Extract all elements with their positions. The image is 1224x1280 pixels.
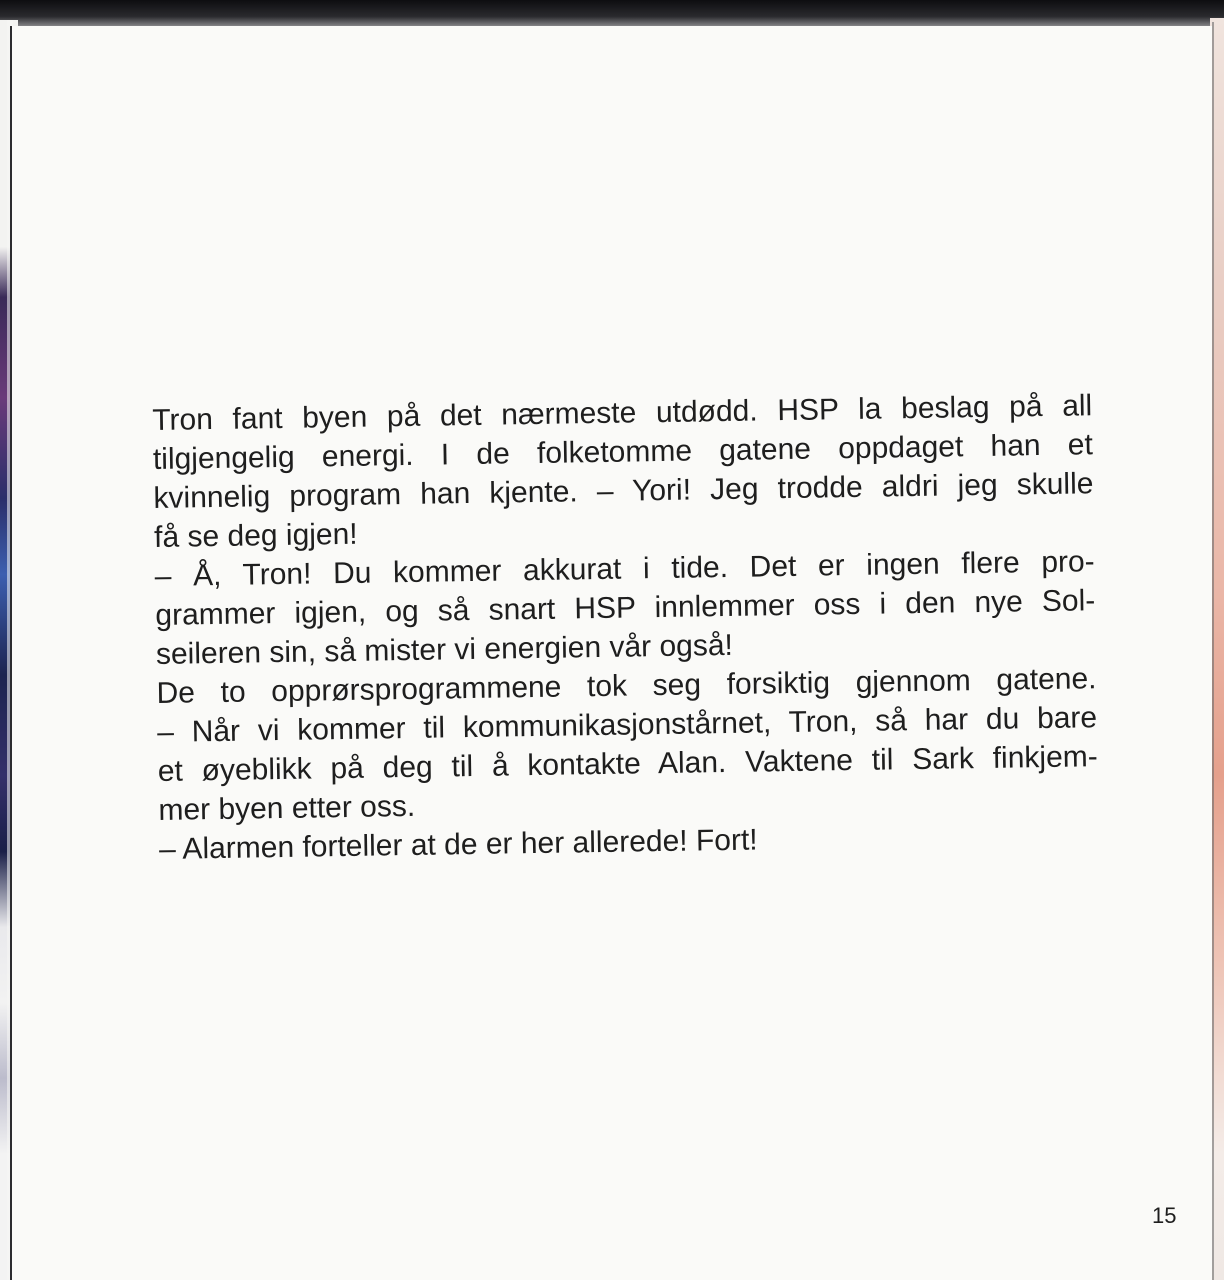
text-line: få se deg igjen! [153, 517, 358, 554]
page-sheet [10, 26, 1212, 1280]
story-paragraph [152, 386, 1099, 869]
text-line: mer byen etter oss. [158, 789, 416, 827]
text-line: – Når vi kommer til kommunikasjonstårnet, Tron, så har du bare [156, 701, 1098, 749]
text-line: et øyeblikk på deg til å kontakte Alan. Vaktene til Sark finkjem- [157, 740, 1098, 788]
text-line: tilgjengelig energi. I de folketomme gatene oppdaget han et [152, 428, 1094, 476]
text-line: Tron fant byen på det nærmeste utdødd. HSP la beslag på all [152, 389, 1093, 437]
text-line: kvinnelig program han kjente. – Yori! Jeg trodde aldri jeg skulle [153, 467, 1094, 515]
page-number: 15 [1152, 1203, 1177, 1228]
text-line: – Alarmen forteller at de er her allerede! Fort! [158, 823, 758, 866]
text-line: grammer igjen, og så snart HSP innlemmer oss i den nye Sol- [155, 584, 1096, 632]
text-line: – Å, Tron! Du kommer akkurat i tide. Det er ingen flere pro- [154, 545, 1095, 593]
text-line: De to opprørsprogrammene tok seg forsiktig gjennom gatene. [156, 662, 1097, 710]
right-fold-line [1212, 22, 1214, 1280]
text-line: seileren sin, så mister vi energien vår også! [155, 628, 734, 671]
